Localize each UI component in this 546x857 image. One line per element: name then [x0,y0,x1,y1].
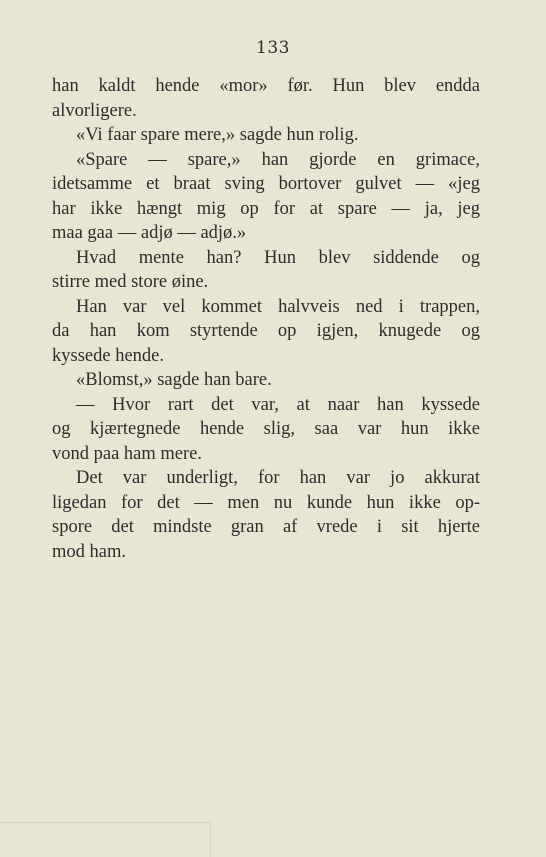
text-line: «Spare — spare,» han gjorde en grimace, [76,149,480,170]
text-line: «Vi faar spare mere,» sagde hun rolig. [76,125,359,145]
text-line: da han kom styrtende op igjen, knugede og [52,321,480,341]
text-line: ligedan for det — men nu kunde hun ikke op- [52,492,480,513]
text-line: — Hvor rart det var, at naar han kyssede [76,394,480,415]
text-line: Han var vel kommet halvveis ned i trappen, [76,296,480,317]
text-line: alvorligere. [52,100,137,121]
text-line: mod ham. [52,541,126,562]
text-line: maa gaa — adjø — adjø.» [52,223,247,243]
page-number: 133 [256,38,290,58]
text-line: stirre med store øine. [52,272,209,292]
text-line: kyssede hende. [52,345,164,366]
page-edge-mark [210,822,211,857]
text-line: han kaldt hende «mor» før. Hun blev endda [52,76,480,96]
body-text [52,74,480,564]
text-line: spore det mindste gran af vrede i sit hjerte [52,517,480,537]
text-line: og kjærtegnede hende slig, saa var hun ikke [52,419,480,439]
text-line: idetsamme et braat sving bortover gulvet — «jeg [52,174,480,194]
page-edge-line [0,822,210,823]
text-line: Hvad mente han? Hun blev siddende og [76,247,480,268]
text-line: har ikke hængt mig op for at spare — ja, jeg [52,198,480,219]
text-line: vond paa ham mere. [52,443,202,464]
text-line: «Blomst,» sagde han bare. [76,370,272,390]
text-line: Det var underligt, for han var jo akkurat [76,468,480,488]
